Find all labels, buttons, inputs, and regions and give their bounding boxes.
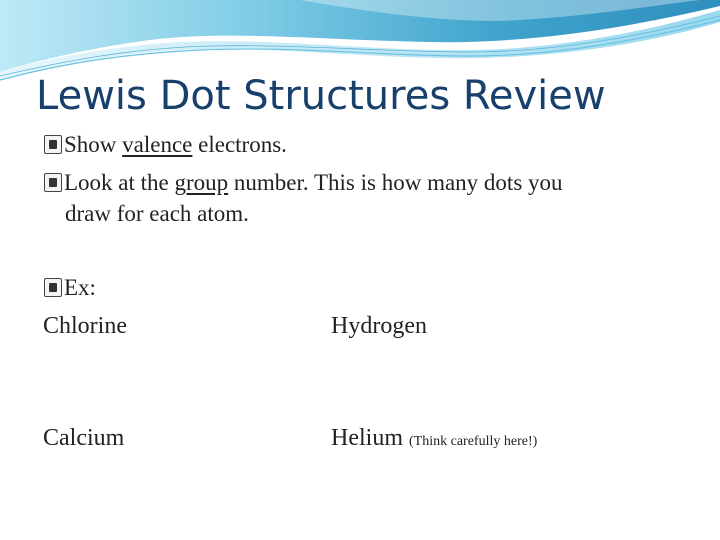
bullet-glyph-icon [44, 135, 62, 154]
helium-note: (Think carefully here!) [409, 434, 538, 449]
element-chlorine: Chlorine [43, 313, 127, 339]
slide-title: Lewis Dot Structures Review [36, 73, 606, 119]
bullet-show-valence [44, 130, 287, 160]
element-helium-row [331, 423, 537, 457]
bullet-text-pre: Look at the [64, 170, 175, 195]
element-calcium: Calcium [43, 425, 125, 451]
bullet-glyph-icon [44, 173, 62, 192]
bullet-text-pre: Show [64, 132, 123, 157]
bullet-text: Ex: [64, 275, 96, 300]
bullet-group-number [44, 168, 563, 198]
bullet-text-post: electrons. [192, 132, 287, 157]
bullet-glyph-icon [44, 278, 62, 297]
underlined-term-valence: valence [122, 132, 193, 157]
element-helium: Helium [331, 425, 403, 451]
bullet-text-post: number. This is how many dots you [228, 170, 563, 195]
underlined-term-group: group [174, 170, 229, 195]
bullet-group-number-continuation: draw for each atom. [65, 201, 249, 226]
bullet-example [44, 273, 96, 303]
element-hydrogen: Hydrogen [331, 313, 427, 339]
